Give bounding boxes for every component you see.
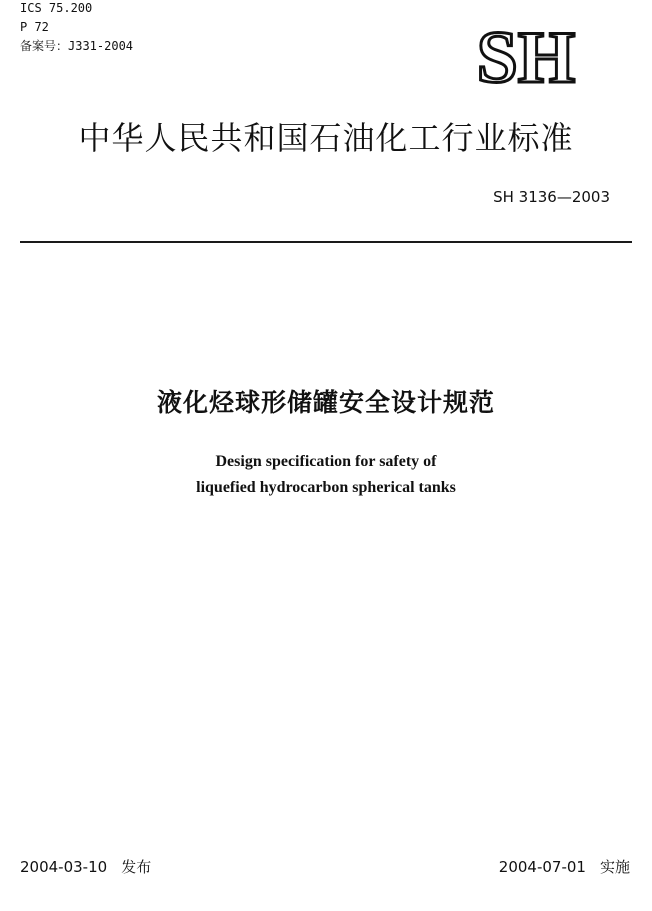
issue-date: 2004-03-10 [20, 858, 108, 876]
document-title-english-line2: liquefied hydrocarbon spherical tanks [196, 479, 456, 496]
document-title-chinese: 液化烃球形储罐安全设计规范 [156, 388, 495, 417]
implementation-date: 2004-07-01 [498, 858, 586, 876]
document-title-english-line1: Design specification for safety of [215, 453, 437, 470]
ics-code: ICS 75.200 [20, 1, 93, 15]
implementation-label: 实施 [599, 858, 630, 876]
filing-number: 备案号：J331-2004 [20, 39, 134, 53]
industry-standard-title: 中华人民共和国石油化工行业标准 [78, 119, 574, 157]
implementation-info [499, 857, 630, 877]
classification-code: P 72 [20, 20, 49, 34]
standard-number: SH 3136—2003 [493, 188, 610, 206]
header-divider [20, 241, 632, 243]
issue-label: 发布 [121, 858, 152, 876]
issue-info [20, 857, 151, 877]
sh-logo-text: SH [476, 22, 576, 90]
sh-logo [452, 22, 600, 90]
